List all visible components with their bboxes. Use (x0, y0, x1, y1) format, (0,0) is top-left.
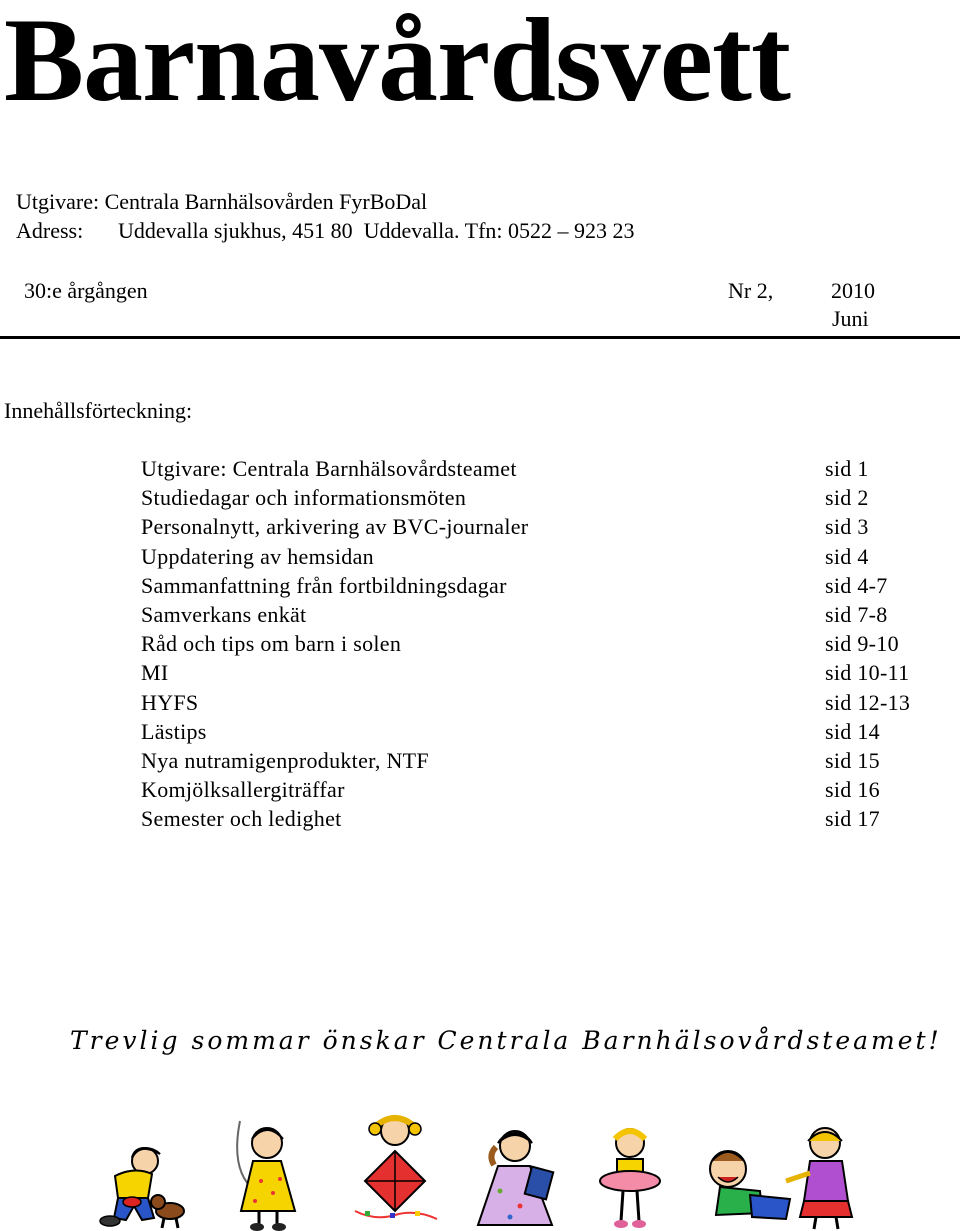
toc-item (141, 746, 941, 775)
toc-item-page: sid 16 (825, 777, 880, 803)
issue-number: Nr 2, (728, 278, 774, 303)
toc-item-page: sid 17 (825, 806, 880, 832)
toc-item-page: sid 15 (825, 747, 880, 773)
toc-item-page: sid 4-7 (825, 572, 888, 598)
toc-item-title: Råd och tips om barn i solen (141, 631, 402, 657)
address-value: Uddevalla sjukhus, 451 80 Uddevalla. Tfn: 0522 – 923 23 (118, 218, 635, 243)
toc-item-title: Semester och ledighet (141, 806, 342, 832)
toc-item-page: sid 9-10 (825, 631, 899, 657)
boy-with-dog-illustration (70, 1136, 190, 1231)
publisher-value: Centrala Barnhälsovården FyrBoDal (104, 189, 428, 214)
issue-year: 2010 (831, 278, 875, 303)
children-illustrations (60, 1108, 940, 1231)
toc-item-title: Studiedagar och informationsmöten (141, 485, 467, 511)
table-of-contents (141, 454, 941, 833)
toc-item (141, 804, 941, 833)
toc-item (141, 542, 941, 571)
toc-item-title: Lästips (141, 718, 207, 744)
toc-item (141, 688, 941, 717)
toc-item (141, 600, 941, 629)
toc-item (141, 512, 941, 541)
address-line (16, 216, 635, 246)
toc-item-title: Utgivare: Centrala Barnhälsovårdsteamet (141, 456, 517, 481)
address-label: Adress: (16, 218, 84, 243)
toc-heading: Innehållsförteckning: (4, 398, 193, 423)
toc-item-page: sid 14 (825, 718, 880, 744)
toc-item-title: Personalnytt, arkivering av BVC-journaler (141, 514, 529, 540)
toc-item-title: Uppdatering av hemsidan (141, 543, 374, 569)
publisher-line (16, 187, 427, 217)
volume-label: 30:e årgången (24, 278, 148, 303)
toc-item (141, 571, 941, 600)
header-divider (0, 336, 960, 339)
toc-item-page: sid 7-8 (825, 601, 888, 627)
toc-item-page: sid 2 (825, 485, 869, 511)
summer-greeting: Trevlig sommar önskar Centrala Barnhälsovårdsteamet! (70, 1026, 942, 1055)
publisher-label: Utgivare: (16, 189, 100, 214)
toc-item-title: Nya nutramigenprodukter, NTF (141, 747, 429, 773)
toc-item (141, 658, 941, 687)
document-title: Barnavårdsvett (4, 0, 790, 126)
toc-item-title: Samverkans enkät (141, 601, 307, 627)
girl-with-kite-illustration (345, 1111, 445, 1231)
toc-item-page: sid 12-13 (825, 689, 911, 715)
toc-item-page: sid 3 (825, 514, 869, 540)
toc-item-title: Komjölksallergiträffar (141, 777, 345, 803)
toc-item (141, 775, 941, 804)
toc-item-page: sid 1 (825, 456, 869, 481)
toc-item-title: HYFS (141, 689, 199, 715)
toc-item (141, 629, 941, 658)
child-with-swim-ring-illustration (595, 1121, 665, 1231)
toc-item-title: Sammanfattning från fortbildningsdagar (141, 572, 507, 598)
toc-item-title: MI (141, 660, 169, 686)
girl-reading-book-illustration (470, 1121, 570, 1231)
toc-item (141, 454, 941, 483)
toc-item (141, 483, 941, 512)
toc-item (141, 717, 941, 746)
issue-month: Juni (832, 306, 869, 331)
toc-item-page: sid 4 (825, 543, 869, 569)
girl-with-jump-rope-illustration (225, 1111, 310, 1231)
children-playing-illustration (690, 1121, 860, 1231)
toc-item-page: sid 10-11 (825, 660, 910, 686)
